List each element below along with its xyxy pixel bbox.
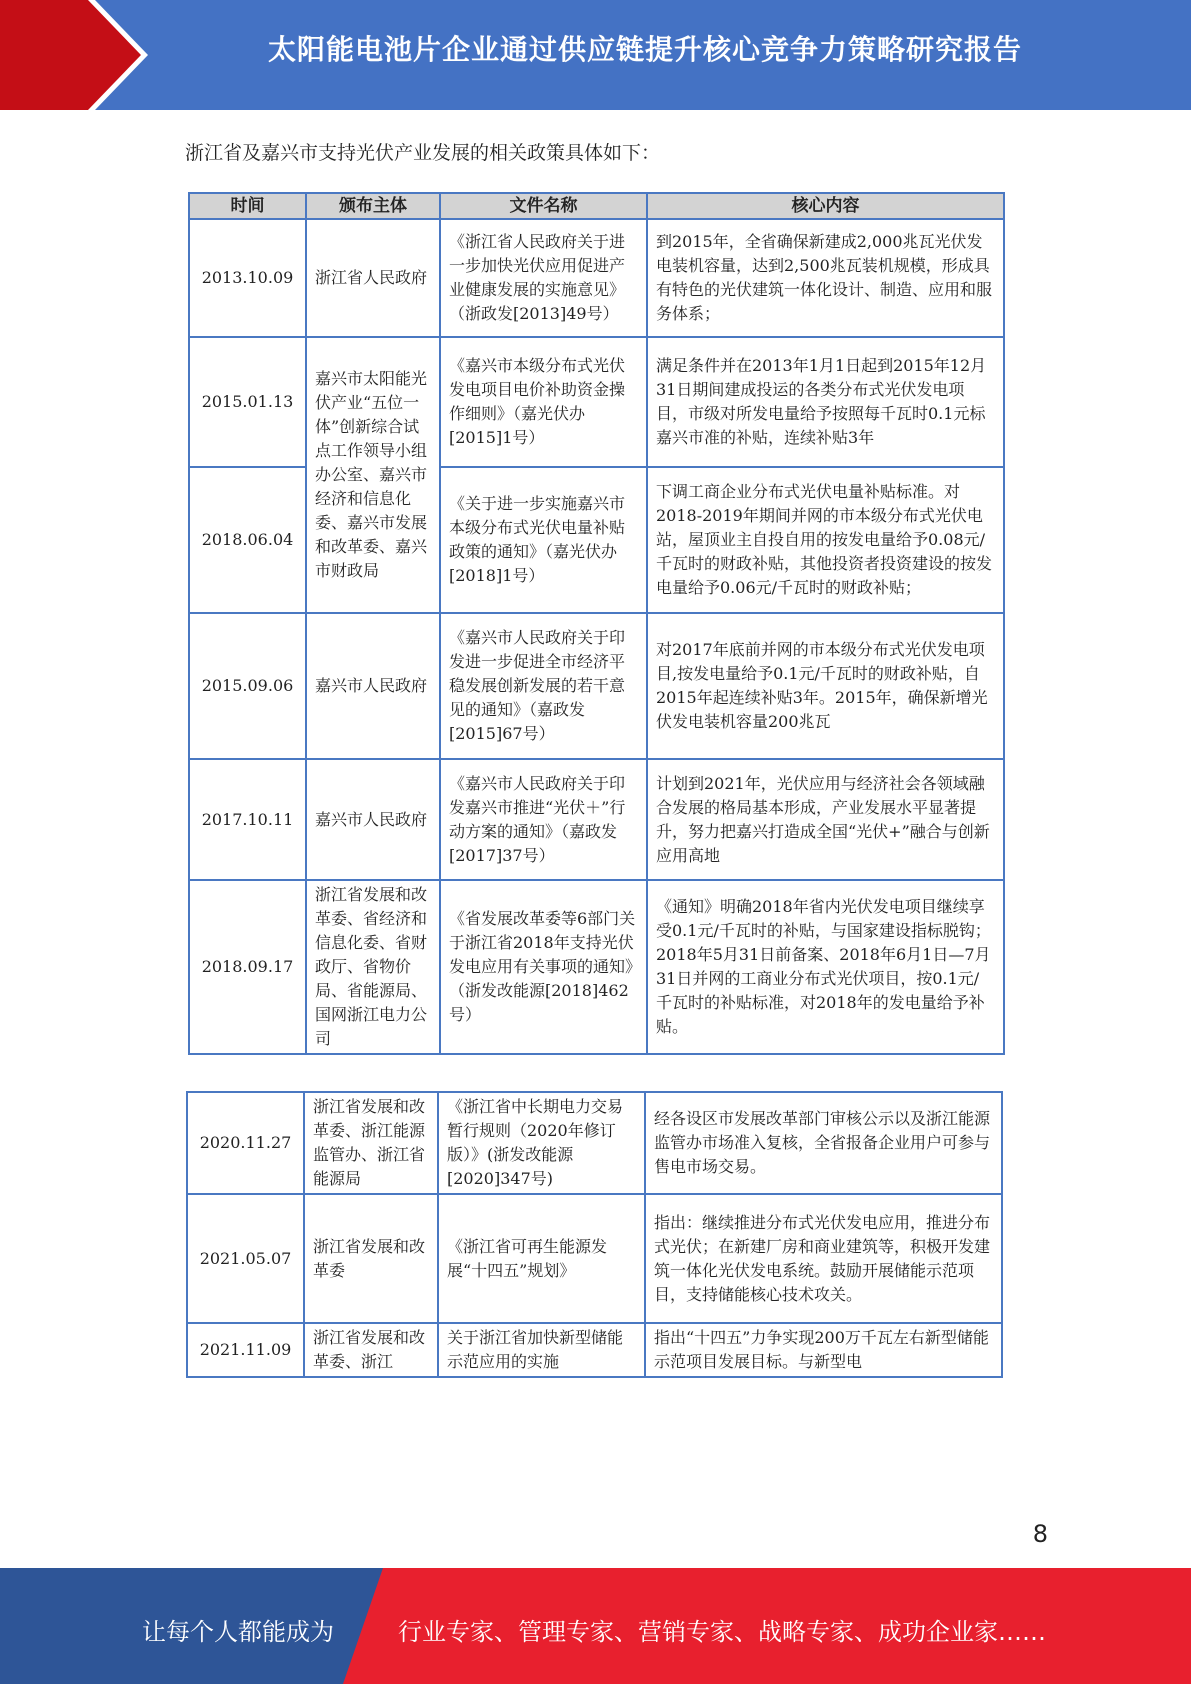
cell-document: 《浙江省可再生能源发展“十四五”规划》 xyxy=(438,1194,645,1323)
cell-date: 2018.09.17 xyxy=(189,880,306,1054)
cell-content: 满足条件并在2013年1月1日起到2015年12月31日期间建成投运的各类分布式光伏发电项目，市级对所发电量给予按照每千瓦时0.1元标嘉兴市准的补贴，连续补贴3年 xyxy=(647,337,1004,467)
table-row xyxy=(187,1092,1002,1194)
cell-document: 关于浙江省加快新型储能示范应用的实施 xyxy=(438,1323,645,1377)
cell-content: 到2015年，全省确保新建成2,000兆瓦光伏发电装机容量，达到2,500兆瓦装机规模，形成具有特色的光伏建筑一体化设计、制造、应用和服务体系； xyxy=(647,219,1004,337)
cell-document: 《关于进一步实施嘉兴市本级分布式光伏电量补贴政策的通知》（嘉光伏办[2018]1号） xyxy=(440,467,647,613)
report-title: 太阳能电池片企业通过供应链提升核心竞争力策略研究报告 xyxy=(267,33,1022,66)
footer-slogan-left: 让每个人都能成为 xyxy=(142,1618,334,1646)
cell-issuer: 嘉兴市太阳能光伏产业“五位一体”创新综合试点工作领导小组办公室、嘉兴市经济和信息化委、嘉兴市发展和改革委、嘉兴市财政局 xyxy=(306,337,440,613)
table-row xyxy=(189,613,1004,759)
cell-document: 《浙江省中长期电力交易暂行规则（2020年修订版）》(浙发改能源[2020]347号) xyxy=(438,1092,645,1194)
cell-issuer: 浙江省发展和改革委、省经济和信息化委、省财政厅、省物价局、省能源局、国网浙江电力公司 xyxy=(306,880,440,1054)
page-number: 8 xyxy=(1032,1520,1048,1548)
footer-slogan-right: 行业专家、管理专家、营销专家、战略专家、成功企业家…… xyxy=(398,1618,1046,1646)
cell-issuer: 浙江省发展和改革委、浙江能源监管办、浙江省能源局 xyxy=(304,1092,438,1194)
cell-date: 2015.01.13 xyxy=(189,337,306,467)
cell-issuer: 浙江省人民政府 xyxy=(306,219,440,337)
intro-text: 浙江省及嘉兴市支持光伏产业发展的相关政策具体如下： xyxy=(185,142,661,164)
cell-content: 经各设区市发展改革部门审核公示以及浙江能源监管办市场准入复核，全省报备企业用户可参与售电市场交易。 xyxy=(645,1092,1002,1194)
table-row xyxy=(189,337,1004,467)
header-date: 时间 xyxy=(189,193,306,219)
cell-content: 指出：继续推进分布式光伏发电应用，推进分布式光伏；在新建厂房和商业建筑等，积极开发建筑一体化光伏发电系统。鼓励开展储能示范项目，支持储能核心技术攻关。 xyxy=(645,1194,1002,1323)
table-row xyxy=(189,880,1004,1054)
cell-date: 2013.10.09 xyxy=(189,219,306,337)
cell-document: 《嘉兴市本级分布式光伏发电项目电价补助资金操作细则》（嘉光伏办[2015]1号） xyxy=(440,337,647,467)
table-row xyxy=(187,1323,1002,1377)
cell-date: 2020.11.27 xyxy=(187,1092,304,1194)
table-row xyxy=(189,219,1004,337)
cell-date: 2017.10.11 xyxy=(189,759,306,880)
header-chevron-decoration xyxy=(0,0,160,110)
cell-content: 《通知》明确2018年省内光伏发电项目继续享受0.1元/千瓦时的补贴，与国家建设指标脱钩；2018年5月31日前备案、2018年6月1日—7月31日并网的工商业分布式光伏项目，按0.1元/千瓦时的补贴标准，对2018年的发电量给予补贴。 xyxy=(647,880,1004,1054)
cell-document: 《嘉兴市人民政府关于印发进一步促进全市经济平稳发展创新发展的若干意见的通知》（嘉政发[2015]67号） xyxy=(440,613,647,759)
header-document: 文件名称 xyxy=(440,193,647,219)
cell-date: 2021.05.07 xyxy=(187,1194,304,1323)
cell-issuer: 浙江省发展和改革委、浙江 xyxy=(304,1323,438,1377)
cell-document: 《浙江省人民政府关于进一步加快光伏应用促进产业健康发展的实施意见》（浙政发[2013]49号） xyxy=(440,219,647,337)
cell-date: 2021.11.09 xyxy=(187,1323,304,1377)
cell-content: 对2017年底前并网的市本级分布式光伏发电项目,按发电量给予0.1元/千瓦时的财政补贴，自2015年起连续补贴3年。2015年，确保新增光伏发电装机容量200兆瓦 xyxy=(647,613,1004,759)
cell-issuer: 嘉兴市人民政府 xyxy=(306,613,440,759)
cell-date: 2018.06.04 xyxy=(189,467,306,613)
table-row xyxy=(189,759,1004,880)
cell-content: 计划到2021年，光伏应用与经济社会各领域融合发展的格局基本形成，产业发展水平显著提升，努力把嘉兴打造成全国“光伏+”融合与创新应用高地 xyxy=(647,759,1004,880)
cell-date: 2015.09.06 xyxy=(189,613,306,759)
cell-document: 《嘉兴市人民政府关于印发嘉兴市推进“光伏＋”行动方案的通知》（嘉政发[2017]37号） xyxy=(440,759,647,880)
cell-document: 《省发展改革委等6部门关于浙江省2018年支持光伏发电应用有关事项的通知》（浙发改能源[2018]462号） xyxy=(440,880,647,1054)
cell-issuer: 嘉兴市人民政府 xyxy=(306,759,440,880)
header-issuer: 颁布主体 xyxy=(306,193,440,219)
header-content: 核心内容 xyxy=(647,193,1004,219)
cell-content: 指出“十四五”力争实现200万千瓦左右新型储能示范项目发展目标。与新型电 xyxy=(645,1323,1002,1377)
cell-issuer: 浙江省发展和改革委 xyxy=(304,1194,438,1323)
policy-table-continued xyxy=(186,1091,1003,1378)
policy-table xyxy=(188,192,1005,1055)
cell-content: 下调工商企业分布式光伏电量补贴标准。对2018-2019年期间并网的市本级分布式光伏电站，屋顶业主自投自用的按发电量给予0.08元/千瓦时的财政补贴，其他投资者投资建设的按发电量给予0.06元/千瓦时的财政补贴； xyxy=(647,467,1004,613)
table-row xyxy=(187,1194,1002,1323)
table-header-row xyxy=(189,193,1004,219)
page-header xyxy=(0,0,1191,110)
